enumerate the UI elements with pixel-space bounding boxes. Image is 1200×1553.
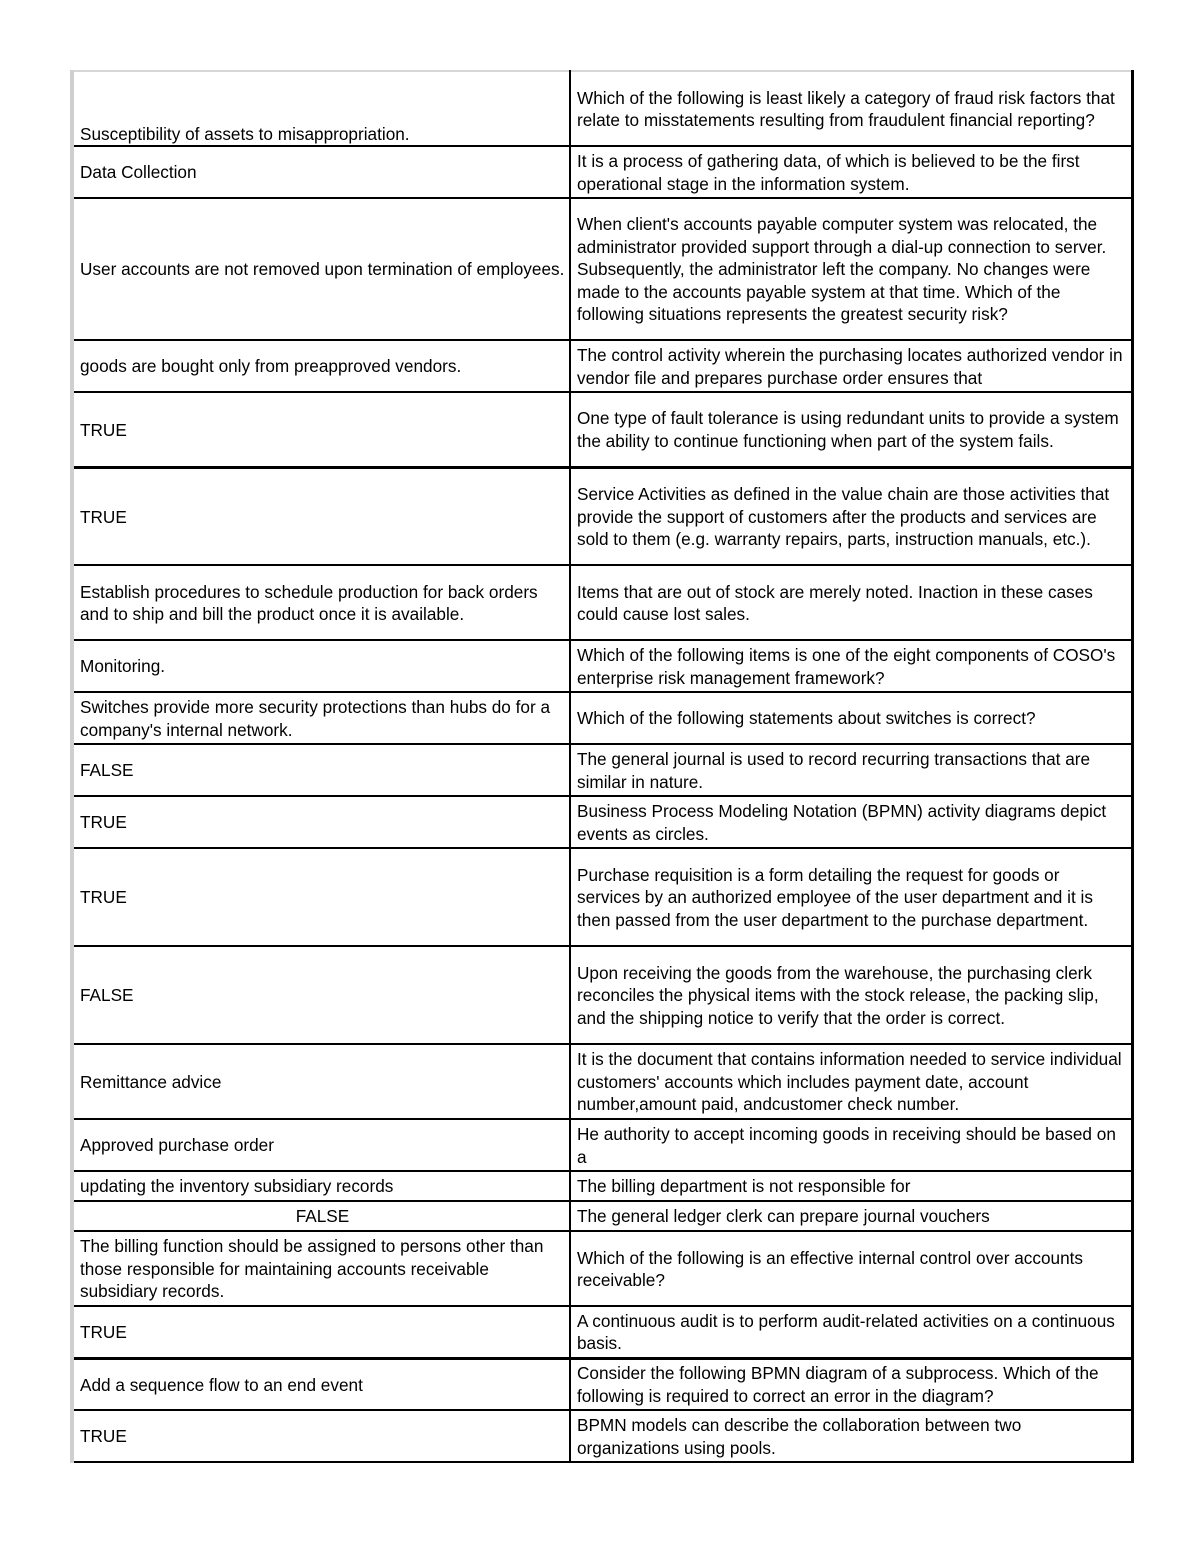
- question-cell: Items that are out of stock are merely noted. Inaction in these cases could cause lost sales.: [570, 565, 1132, 640]
- table-row: [72, 1201, 1132, 1231]
- table-row: [72, 198, 1132, 340]
- question-cell: Upon receiving the goods from the warehouse, the purchasing clerk reconciles the physical items with the stock release, the packing slip, and the shipping notice to verify that the order is correct.: [570, 946, 1132, 1044]
- answer-cell: Switches provide more security protections than hubs do for a company's internal network.: [72, 692, 570, 744]
- answer-cell: Monitoring.: [72, 640, 570, 692]
- table-row: [72, 744, 1132, 796]
- table-row: [72, 1231, 1132, 1306]
- table-row: [72, 1044, 1132, 1119]
- qa-sheet: [70, 70, 1130, 1463]
- qa-table: [70, 70, 1134, 1463]
- table-row: [72, 946, 1132, 1044]
- question-cell: Purchase requisition is a form detailing the request for goods or services by an authorized employee of the user department and it is then passed from the user department to the purchase department.: [570, 848, 1132, 946]
- question-cell: He authority to accept incoming goods in receiving should be based on a: [570, 1119, 1132, 1171]
- answer-cell: Remittance advice: [72, 1044, 570, 1119]
- table-row: [72, 640, 1132, 692]
- table-row: [72, 796, 1132, 848]
- question-cell: Service Activities as defined in the value chain are those activities that provide the support of customers after the products and services are sold to them (e.g. warranty repairs, parts, instruction manuals, etc.).: [570, 467, 1132, 565]
- question-cell: Which of the following statements about switches is correct?: [570, 692, 1132, 744]
- question-cell: Which of the following is an effective internal control over accounts receivable?: [570, 1231, 1132, 1306]
- table-row: [72, 146, 1132, 198]
- answer-cell: TRUE: [72, 1410, 570, 1462]
- table-row: [72, 340, 1132, 392]
- question-cell: Which of the following items is one of the eight components of COSO's enterprise risk management framework?: [570, 640, 1132, 692]
- question-cell: It is the document that contains information needed to service individual customers' accounts which includes payment date, account number,amount paid, andcustomer check number.: [570, 1044, 1132, 1119]
- table-row: [72, 1358, 1132, 1410]
- answer-cell: FALSE: [72, 1201, 570, 1231]
- table-row: [72, 848, 1132, 946]
- answer-cell: TRUE: [72, 848, 570, 946]
- table-row: [72, 1171, 1132, 1201]
- question-cell: The general ledger clerk can prepare journal vouchers: [570, 1201, 1132, 1231]
- answer-cell: TRUE: [72, 796, 570, 848]
- answer-cell: Approved purchase order: [72, 1119, 570, 1171]
- answer-cell: Data Collection: [72, 146, 570, 198]
- table-row: [72, 392, 1132, 467]
- answer-cell: TRUE: [72, 467, 570, 565]
- question-cell: One type of fault tolerance is using redundant units to provide a system the ability to continue functioning when part of the system fails.: [570, 392, 1132, 467]
- question-cell: A continuous audit is to perform audit-related activities on a continuous basis.: [570, 1306, 1132, 1358]
- question-cell: It is a process of gathering data, of which is believed to be the first operational stage in the information system.: [570, 146, 1132, 198]
- question-cell: The general journal is used to record recurring transactions that are similar in nature.: [570, 744, 1132, 796]
- question-cell: The billing department is not responsible for: [570, 1171, 1132, 1201]
- question-cell: The control activity wherein the purchasing locates authorized vendor in vendor file and prepares purchase order ensures that: [570, 340, 1132, 392]
- answer-cell: Susceptibility of assets to misappropriation.: [72, 71, 570, 146]
- table-row: [72, 1410, 1132, 1462]
- table-row: [72, 692, 1132, 744]
- table-row: [72, 1119, 1132, 1171]
- question-cell: Which of the following is least likely a category of fraud risk factors that relate to misstatements resulting from fraudulent financial reporting?: [570, 71, 1132, 146]
- answer-cell: Add a sequence flow to an end event: [72, 1358, 570, 1410]
- answer-cell: TRUE: [72, 392, 570, 467]
- table-row: [72, 1306, 1132, 1358]
- answer-cell: FALSE: [72, 946, 570, 1044]
- table-row: [72, 71, 1132, 146]
- question-cell: BPMN models can describe the collaboration between two organizations using pools.: [570, 1410, 1132, 1462]
- question-cell: Consider the following BPMN diagram of a subprocess. Which of the following is required to correct an error in the diagram?: [570, 1358, 1132, 1410]
- question-cell: When client's accounts payable computer system was relocated, the administrator provided support through a dial-up connection to server. Subsequently, the administrator left the company. No changes were made to the accounts payable system at that time. Which of the following situations represents the greatest security risk?: [570, 198, 1132, 340]
- answer-cell: The billing function should be assigned to persons other than those responsible for maintaining accounts receivable subsidiary records.: [72, 1231, 570, 1306]
- question-cell: Business Process Modeling Notation (BPMN) activity diagrams depict events as circles.: [570, 796, 1132, 848]
- answer-cell: FALSE: [72, 744, 570, 796]
- answer-cell: TRUE: [72, 1306, 570, 1358]
- answer-cell: User accounts are not removed upon termination of employees.: [72, 198, 570, 340]
- answer-cell: updating the inventory subsidiary records: [72, 1171, 570, 1201]
- answer-cell: goods are bought only from preapproved vendors.: [72, 340, 570, 392]
- table-row: [72, 467, 1132, 565]
- table-row: [72, 565, 1132, 640]
- answer-cell: Establish procedures to schedule production for back orders and to ship and bill the product once it is available.: [72, 565, 570, 640]
